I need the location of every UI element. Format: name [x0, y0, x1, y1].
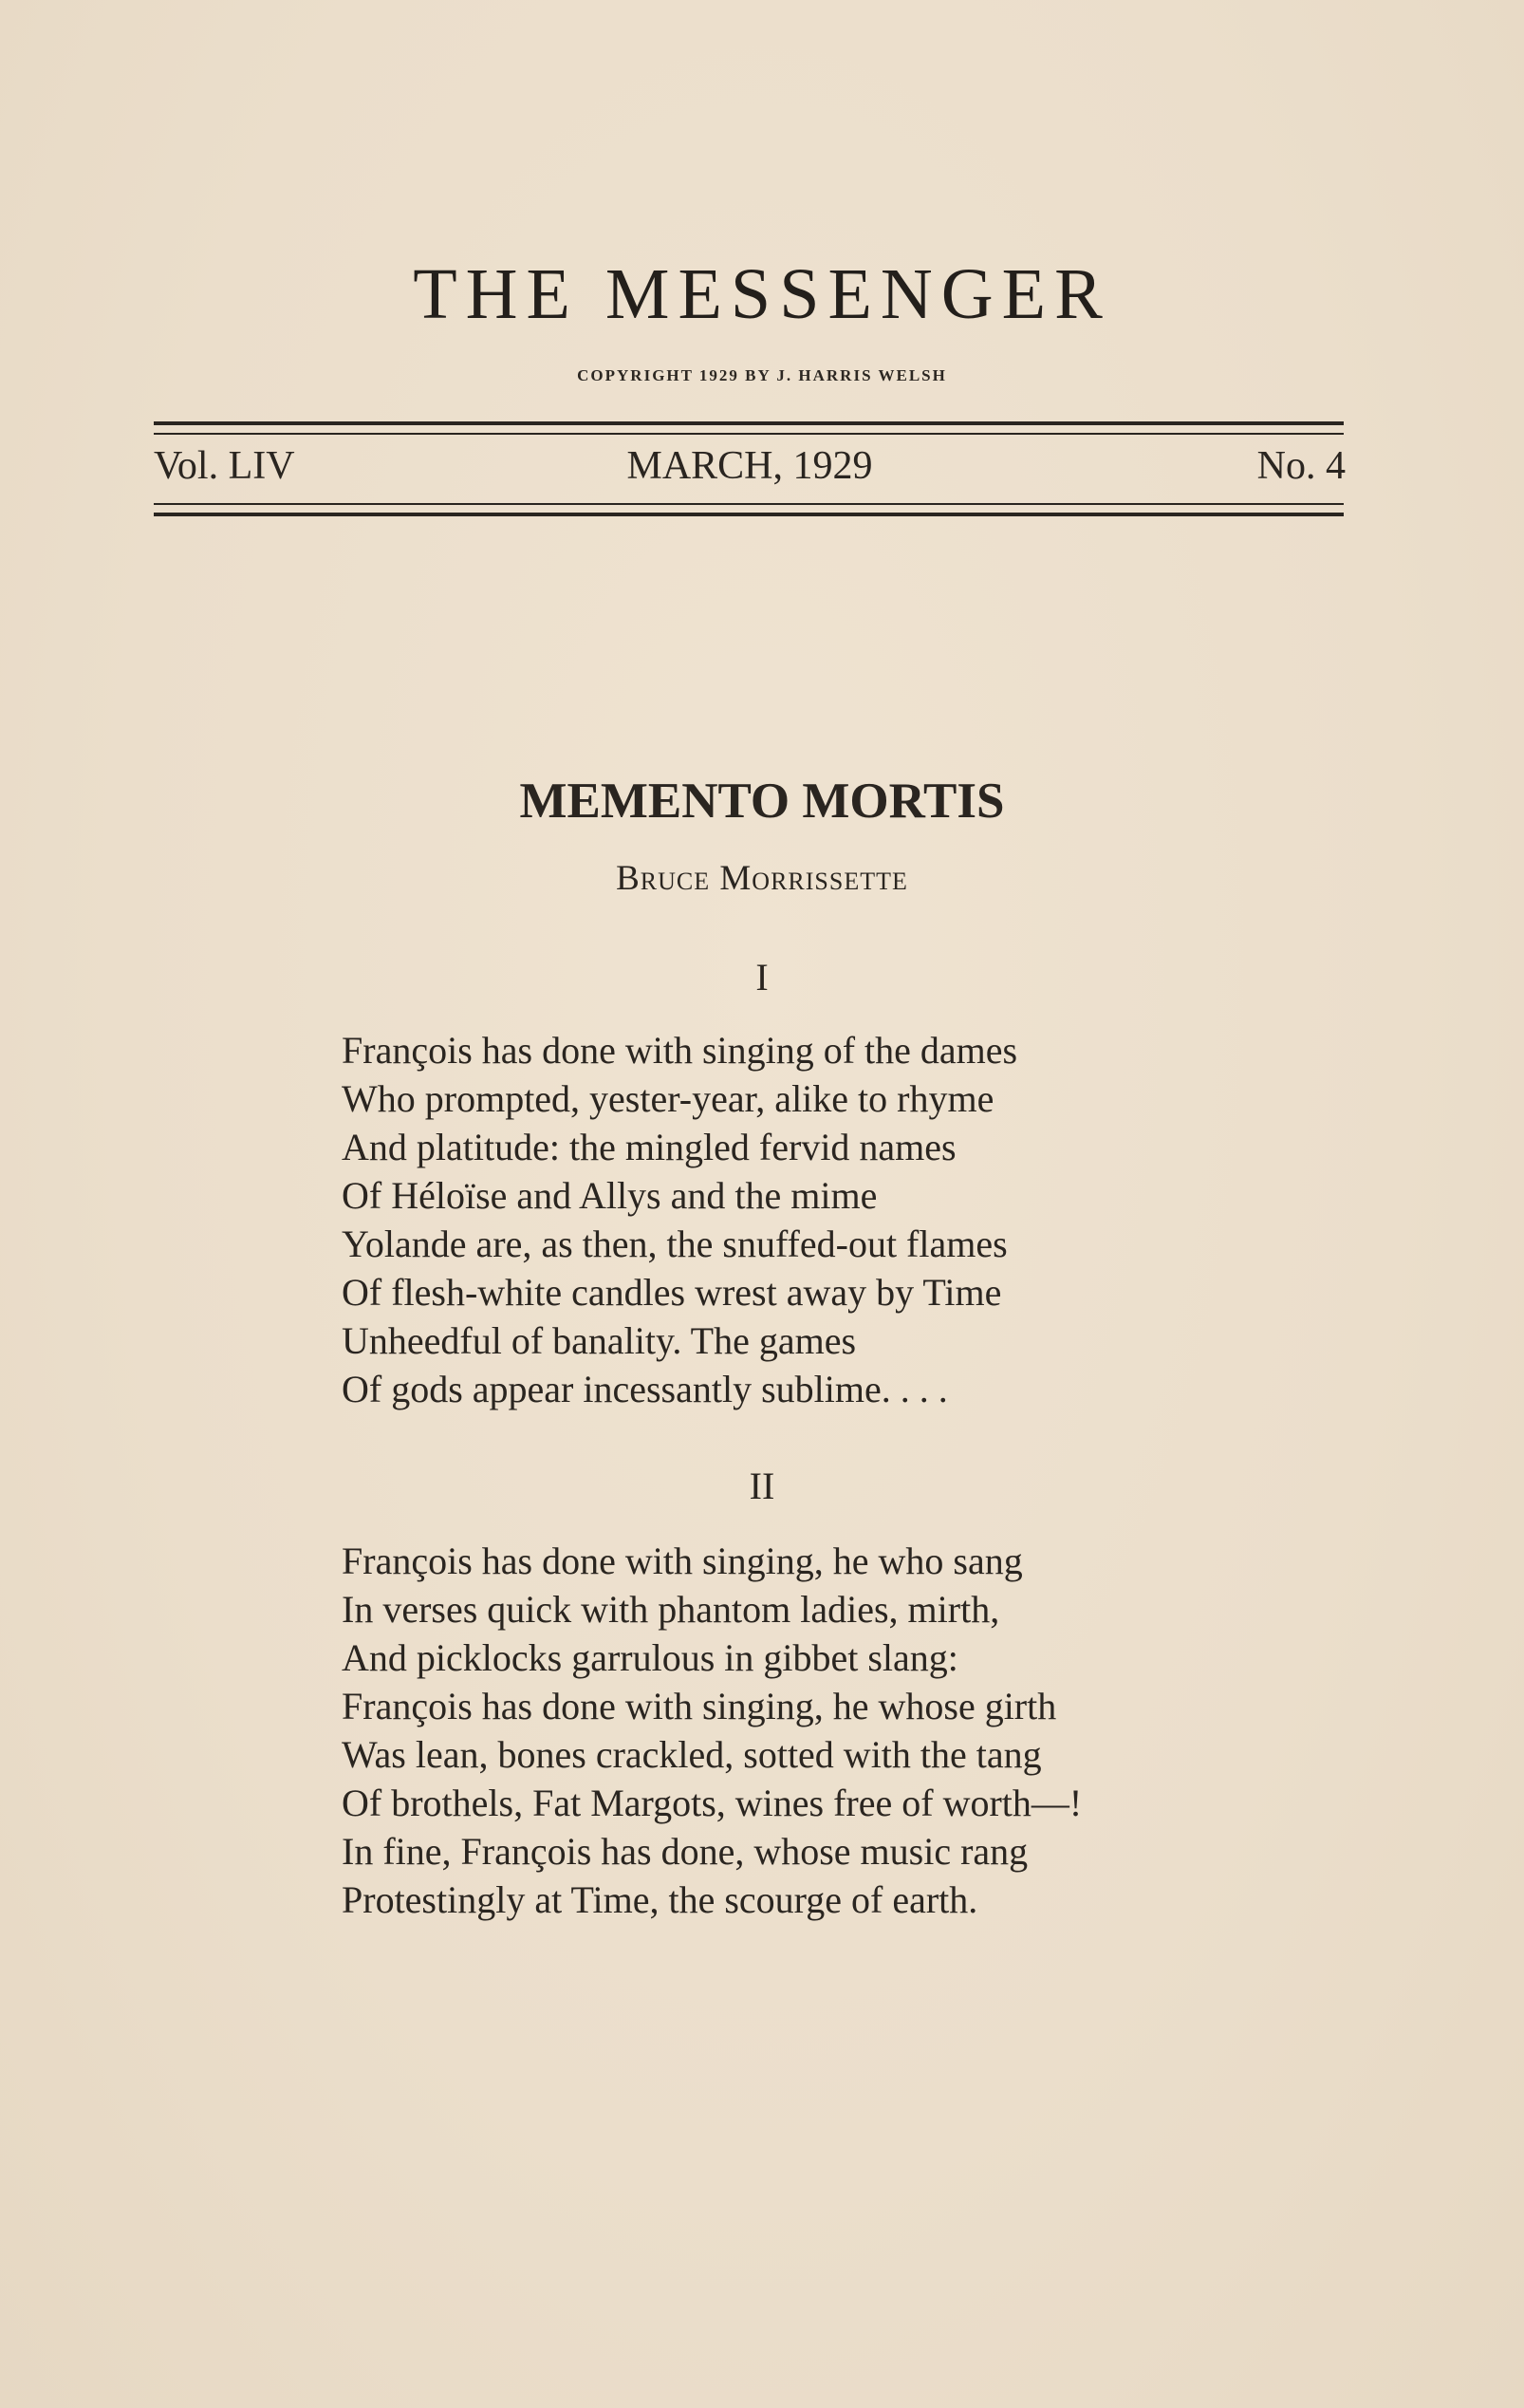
- poem-line: In verses quick with phantom ladies, mirth,: [342, 1588, 1000, 1631]
- poem-line: Of gods appear incessantly sublime. . . .: [342, 1368, 948, 1410]
- issue-date: MARCH, 1929: [626, 444, 873, 488]
- masthead-title: THE MESSENGER: [413, 254, 1111, 334]
- poem-line: Who prompted, yester-year, alike to rhyme: [342, 1077, 994, 1120]
- poem-line: Was lean, bones crackled, sotted with the tang: [342, 1733, 1042, 1776]
- copyright-notice: COPYRIGHT 1929 BY J. HARRIS WELSH: [577, 366, 947, 384]
- volume-label: Vol. LIV: [154, 444, 295, 488]
- poem-line: Unheedful of banality. The games: [342, 1319, 857, 1362]
- poem-line: And platitude: the mingled fervid names: [342, 1126, 957, 1168]
- top-rule-thin: [154, 433, 1344, 435]
- poem-line: Yolande are, as then, the snuffed-out flames: [342, 1223, 1008, 1265]
- stanza: [342, 1537, 1291, 1924]
- section-numeral: I: [755, 956, 769, 999]
- poem-line: Of brothels, Fat Margots, wines free of worth—!: [342, 1782, 1083, 1824]
- issue-number: No. 4: [1256, 444, 1346, 488]
- poem-line: François has done with singing, he whose girth: [342, 1685, 1057, 1727]
- bottom-rule-thin: [154, 503, 1344, 505]
- poem-line: François has done with singing, he who sang: [342, 1540, 1023, 1582]
- stanza: [342, 1026, 1291, 1413]
- poem-author: Bruce Morrissette: [616, 859, 908, 898]
- poem-line: Of Héloïse and Allys and the mime: [342, 1174, 878, 1217]
- poem-title: MEMENTO MORTIS: [519, 774, 1005, 829]
- bottom-rule-thick: [154, 513, 1344, 516]
- section-numeral: II: [749, 1465, 775, 1507]
- poem-line: Of flesh-white candles wrest away by Time: [342, 1271, 1002, 1314]
- poem-line: François has done with singing of the dames: [342, 1029, 1018, 1072]
- poem-line: In fine, François has done, whose music rang: [342, 1830, 1029, 1873]
- poem-line: And picklocks garrulous in gibbet slang:: [342, 1636, 958, 1679]
- poem-line: Protestingly at Time, the scourge of earth.: [342, 1878, 978, 1921]
- top-rule-thick: [154, 421, 1344, 425]
